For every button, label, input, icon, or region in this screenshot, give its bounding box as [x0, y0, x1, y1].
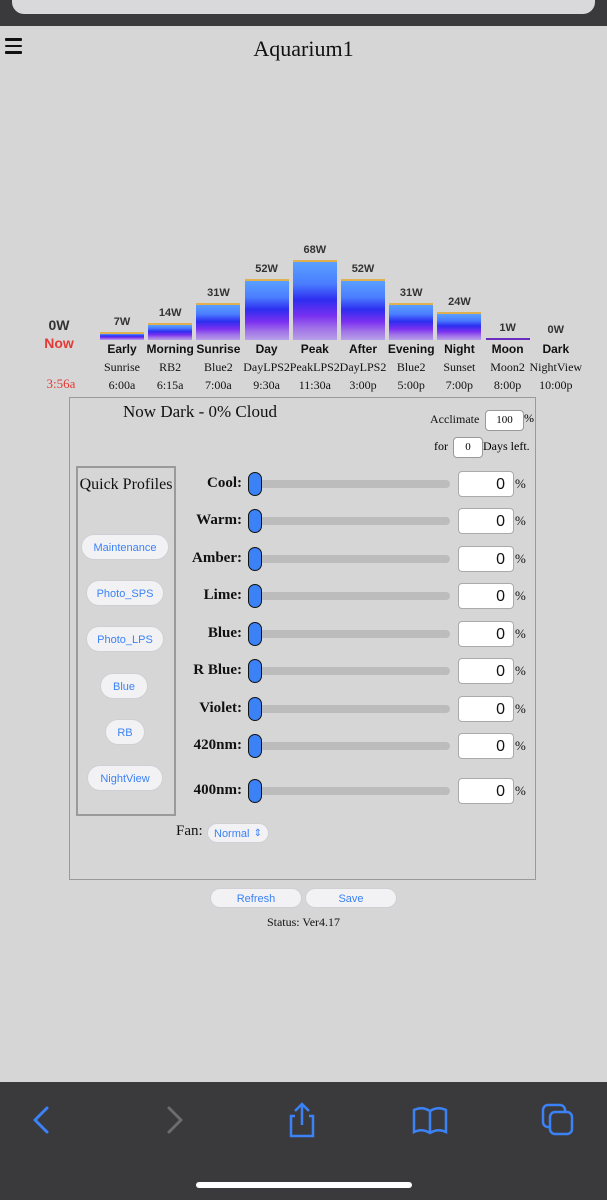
save-button[interactable]: Save: [305, 888, 397, 908]
channel-label: R Blue:: [193, 662, 242, 678]
page-title: Aquarium1: [253, 36, 354, 61]
for-label: for: [434, 439, 448, 453]
channel-value-input[interactable]: 0: [458, 696, 514, 722]
schedule-name: Night: [444, 342, 475, 356]
schedule-bar: [341, 279, 385, 340]
channel-slider-track[interactable]: [258, 517, 450, 525]
channel-percent: %: [515, 551, 526, 566]
schedule-watts: 52W: [351, 263, 375, 276]
schedule-bar: [486, 338, 530, 340]
schedule-bar: [100, 332, 144, 340]
bookmarks-icon[interactable]: [408, 1100, 452, 1140]
schedule-watts: 1W: [499, 322, 516, 334]
channel-label: Lime:: [203, 587, 242, 603]
channel-percent: %: [515, 663, 526, 678]
schedule-name: Morning: [146, 342, 194, 356]
schedule-time: 6:15a: [156, 378, 184, 392]
schedule-time: 10:00p: [539, 378, 573, 392]
channel-slider-thumb[interactable]: [248, 584, 262, 608]
days-left-label: Days left.: [483, 439, 530, 453]
schedule-time: 7:00a: [205, 378, 232, 392]
schedule-name: Dark: [542, 342, 570, 356]
profile-button-photo-sps[interactable]: Photo_SPS: [86, 580, 164, 606]
channel-slider-track[interactable]: [258, 480, 450, 488]
schedule-profile: DayLPS2: [243, 360, 290, 374]
channel-value-input[interactable]: 0: [458, 658, 514, 684]
channel-percent: %: [515, 513, 526, 528]
schedule-watts: 7W: [113, 316, 131, 328]
schedule-bar: [437, 312, 481, 340]
channel-slider-track[interactable]: [258, 667, 450, 675]
schedule-profile: RB2: [159, 360, 182, 374]
channel-slider-track[interactable]: [258, 630, 450, 638]
schedule-name: Sunrise: [196, 342, 241, 356]
status-text: Status: Ver4.17: [266, 915, 341, 929]
refresh-button[interactable]: Refresh: [210, 888, 302, 908]
chevron-updown-icon: ⇕: [253, 828, 262, 839]
channel-percent: %: [515, 476, 526, 491]
channel-slider-thumb[interactable]: [248, 697, 262, 721]
channel-label: Violet:: [199, 700, 242, 716]
home-indicator: [196, 1182, 412, 1188]
channel-percent: %: [515, 626, 526, 641]
channel-label: Warm:: [196, 512, 242, 528]
channel-percent: %: [515, 588, 526, 603]
schedule-bar: [245, 279, 289, 340]
channel-percent: %: [515, 701, 526, 716]
profile-button-photo-lps[interactable]: Photo_LPS: [86, 626, 164, 652]
schedule-time: 9:30a: [253, 378, 280, 392]
profile-button-maintenance[interactable]: Maintenance: [81, 534, 169, 560]
channel-label: 420nm:: [193, 737, 242, 753]
channel-slider-track[interactable]: [258, 555, 450, 563]
address-bar[interactable]: [12, 0, 595, 14]
channel-slider-thumb[interactable]: [248, 547, 262, 571]
schedule-watts: 31W: [207, 287, 230, 300]
schedule-watts: 52W: [255, 263, 278, 276]
schedule-name: Evening: [387, 342, 435, 356]
now-label: Now: [44, 335, 74, 351]
channel-slider-thumb[interactable]: [248, 734, 262, 758]
channel-slider-thumb[interactable]: [248, 659, 262, 683]
channel-slider-track[interactable]: [258, 592, 450, 600]
channel-slider-track[interactable]: [258, 705, 450, 713]
schedule-profile: PeakLPS2: [289, 360, 340, 374]
channel-value-input[interactable]: 0: [458, 621, 514, 647]
profile-button-rb[interactable]: RB: [105, 719, 145, 745]
profile-button-blue[interactable]: Blue: [100, 673, 148, 699]
channel-percent: %: [515, 738, 526, 753]
days-input[interactable]: 0: [453, 437, 483, 458]
schedule-name: Day: [255, 342, 278, 356]
channel-value-input[interactable]: 0: [458, 733, 514, 759]
schedule-time: 5:00p: [397, 378, 425, 392]
schedule-profile: Blue2: [204, 360, 233, 374]
schedule-profile: Moon2: [490, 360, 525, 374]
schedule-watts: 24W: [448, 296, 471, 308]
quick-profiles-title: Quick Profiles: [79, 476, 173, 493]
profile-button-nightview[interactable]: NightView: [87, 765, 163, 791]
acclimate-percent: %: [524, 411, 534, 425]
channel-slider-thumb[interactable]: [248, 622, 262, 646]
channel-slider-track[interactable]: [258, 787, 450, 795]
schedule-watts: 31W: [399, 287, 423, 300]
channel-label: 400nm:: [193, 782, 242, 798]
fan-select-value: Normal: [214, 828, 250, 840]
fan-label: Fan:: [176, 823, 203, 839]
forward-icon[interactable]: [152, 1100, 196, 1140]
schedule-profile: NightView: [529, 360, 583, 374]
acclimate-label: Acclimate: [430, 412, 480, 426]
channel-slider-track[interactable]: [258, 742, 450, 750]
channel-value-input[interactable]: 0: [458, 508, 514, 534]
schedule-profile: Sunset: [443, 360, 476, 374]
schedule-time: 8:00p: [493, 378, 522, 392]
channel-slider-thumb[interactable]: [248, 779, 262, 803]
channel-value-input[interactable]: 0: [458, 778, 514, 804]
channel-label: Cool:: [207, 475, 242, 491]
channel-value-input[interactable]: 0: [458, 546, 514, 572]
fan-select[interactable]: [207, 823, 269, 843]
schedule-watts: 68W: [303, 244, 327, 256]
schedule-profile: Sunrise: [104, 360, 140, 374]
schedule-time: 7:00p: [445, 378, 474, 392]
schedule-time: 11:30a: [298, 378, 331, 392]
schedule-watts: 14W: [158, 307, 182, 320]
mode-status: Now Dark - 0% Cloud: [123, 402, 277, 421]
schedule-name: Early: [107, 342, 137, 356]
tabs-icon[interactable]: [536, 1100, 580, 1140]
now-time: 3:56a: [46, 376, 76, 391]
channel-slider-thumb[interactable]: [248, 472, 262, 496]
channel-label: Amber:: [192, 550, 242, 566]
schedule-watts: 0W: [547, 324, 565, 336]
schedule-time: 6:00a: [108, 378, 136, 392]
channel-value-input[interactable]: 0: [458, 583, 514, 609]
acclimate-input[interactable]: 100: [485, 410, 524, 431]
channel-percent: %: [515, 783, 526, 798]
schedule-profile: Blue2: [396, 360, 426, 374]
schedule-name: Peak: [300, 342, 329, 356]
schedule-time: 3:00p: [349, 378, 377, 392]
channel-value-input[interactable]: 0: [458, 471, 514, 497]
schedule-bar: [196, 303, 240, 340]
channel-label: Blue:: [207, 625, 242, 641]
schedule-bar: [293, 260, 337, 340]
schedule-bar: [389, 303, 433, 340]
back-icon[interactable]: [20, 1100, 64, 1140]
share-icon[interactable]: [280, 1100, 324, 1140]
schedule-name: After: [348, 342, 377, 356]
browser-top-bar: [0, 0, 607, 26]
now-watts: 0W: [48, 317, 70, 333]
schedule-profile: DayLPS2: [339, 360, 387, 374]
schedule-name: Moon: [491, 342, 524, 356]
schedule-bar: [148, 323, 192, 340]
channel-slider-thumb[interactable]: [248, 509, 262, 533]
